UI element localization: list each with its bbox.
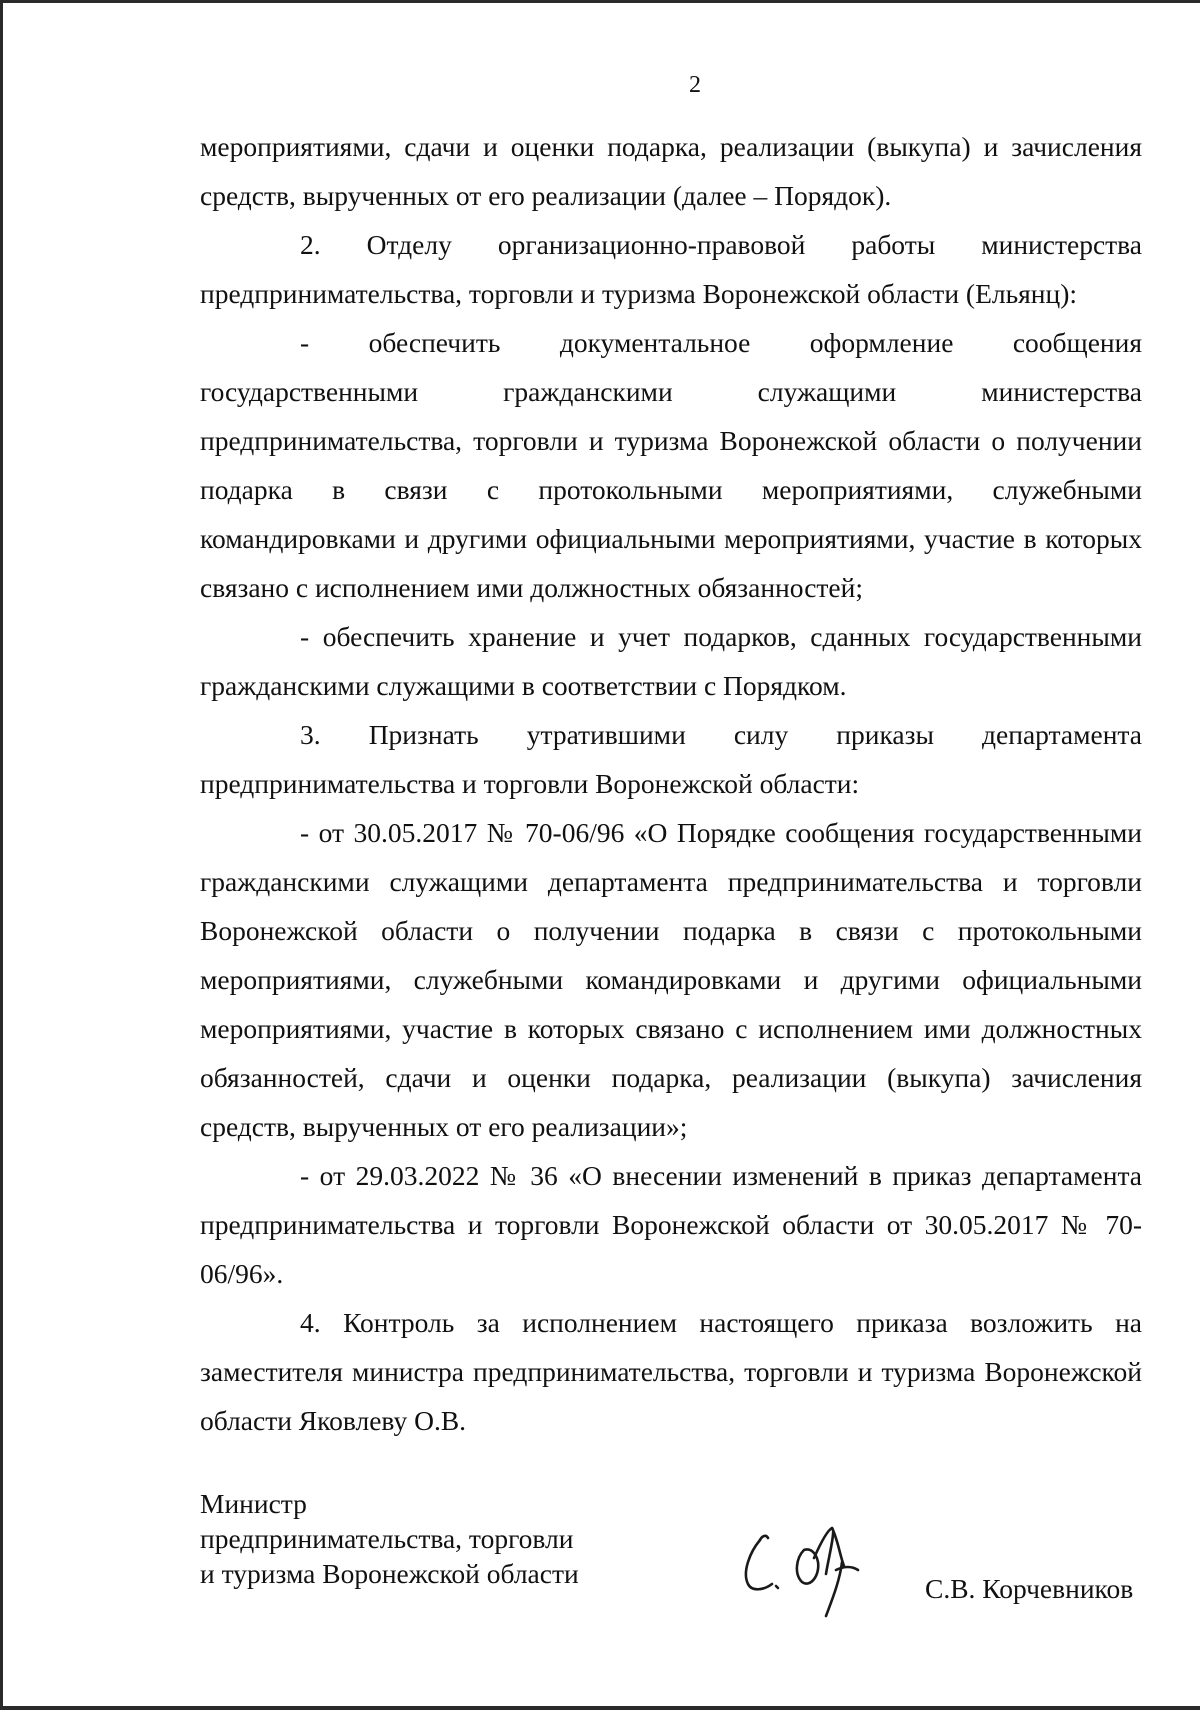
signature-position-line-2: предпринимательства, торговли (200, 1523, 574, 1554)
paragraph-item-2-dash-1: - обеспечить документальное оформление сообщения государственными гражданскими служащими министерства предпринимательства, торговли и туризма Воронежской области о получении подарка в связи с протокольными мероприятиями, служебными командировками и другими официальными мероприятиями, участие в которых связано с исполнением ими должностных обязанностей; (200, 327, 1142, 603)
handwritten-signature (732, 1500, 882, 1620)
signature-position-line-3: и туризма Воронежской области (200, 1558, 579, 1589)
paragraph-item-3: 3. Признать утратившими силу приказы департамента предпринимательства и торговли Воронежской области: (200, 719, 1142, 799)
signature-position-line-1: Министр (200, 1488, 307, 1519)
paragraph-item-2-dash-2: - обеспечить хранение и учет подарков, сданных государственными гражданскими служащими в соответствии с Порядком. (200, 621, 1142, 701)
page-number: 2 (689, 72, 701, 98)
paragraph-item-3-dash-1: - от 30.05.2017 № 70-06/96 «О Порядке сообщения государственными гражданскими служащими департамента предпринимательства и торговли Воронежской области о получении подарка в связи с протокольными мероприятиями, служебными командировками и другими официальными мероприятиями, участие в которых связано с исполнением ими должностных обязанностей, сдачи и оценки подарка, реализации (выкупа) зачисления средств, вырученных от его реализации»; (200, 817, 1142, 1142)
document-body (200, 122, 1142, 1445)
signature-position (200, 1486, 579, 1591)
paragraph-item-3-dash-2: - от 29.03.2022 № 36 «О внесении изменений в приказ департамента предпринимательства и торговли Воронежской области от 30.05.2017 № 70-06/96». (200, 1160, 1142, 1289)
scan-edge-bottom (0, 1706, 1200, 1710)
signer-name: С.В. Корчевников (925, 1573, 1134, 1604)
paragraph-item-4: 4. Контроль за исполнением настоящего приказа возложить на заместителя министра предпринимательства, торговли и туризма Воронежской области Яковлеву О.В. (200, 1307, 1142, 1436)
paragraph-continuation: мероприятиями, сдачи и оценки подарка, реализации (выкупа) и зачисления средств, вырученных от его реализации (далее – Порядок). (200, 131, 1142, 211)
paragraph-item-2: 2. Отделу организационно-правовой работы министерства предпринимательства, торговли и туризма Воронежской области (Ельянц): (200, 229, 1142, 309)
scan-edge-top (0, 0, 1200, 3)
scan-edge-left (0, 0, 3, 1710)
